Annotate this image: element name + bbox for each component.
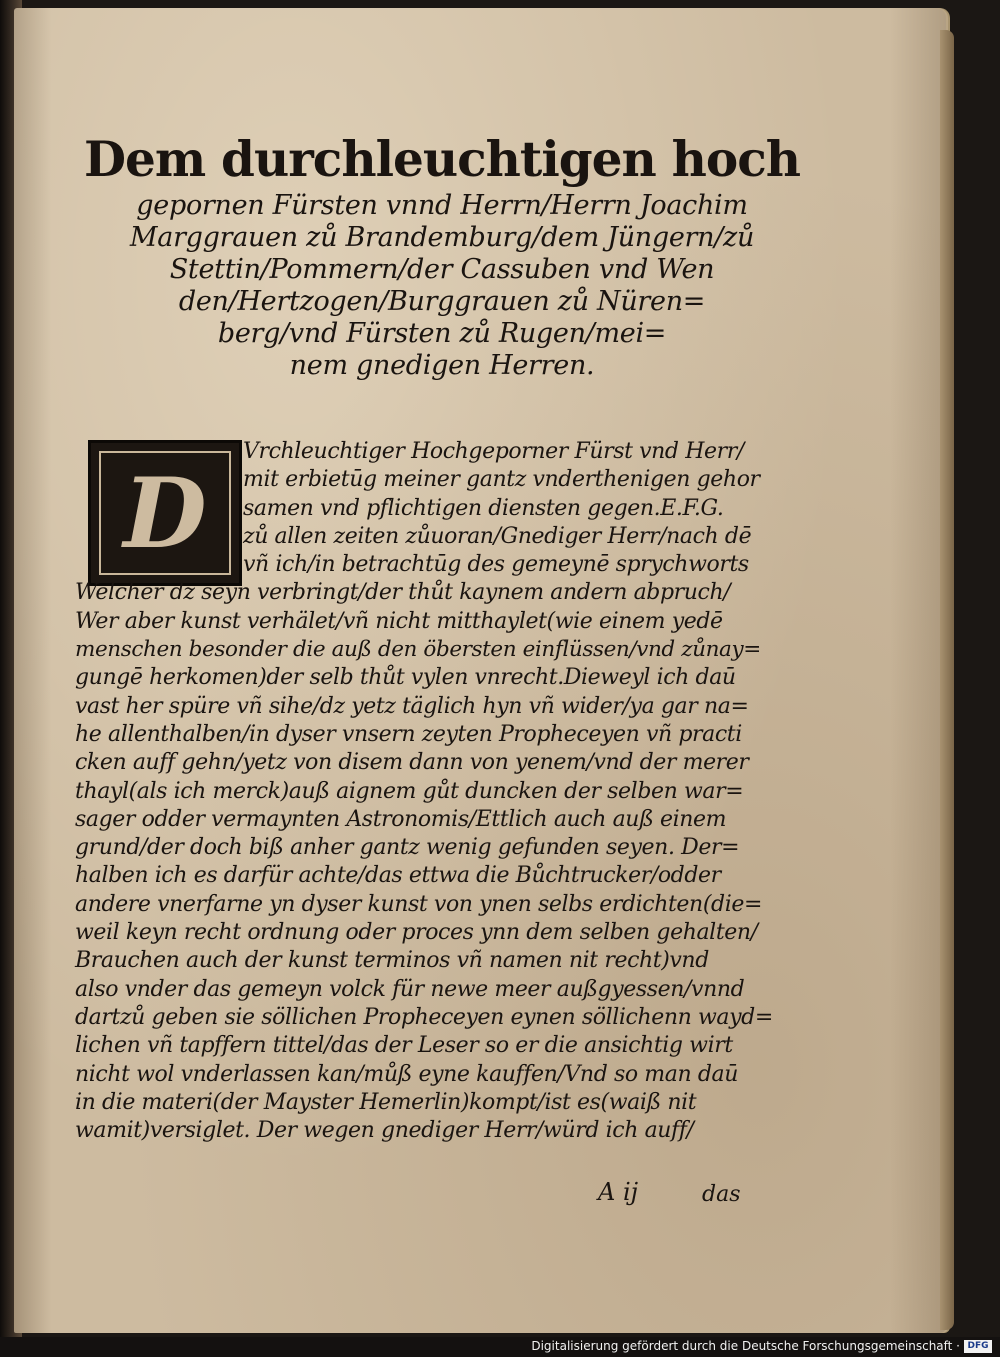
body-line: vñ ich/in betrachtūg des gemeynē sprychworts — [243, 552, 749, 578]
dedication-line: den/Hertzogen/Burggrauen zů Nüren= — [178, 286, 706, 317]
body-line: menschen besonder die auß den öbersten einflüssen/vnd zůnay= — [75, 637, 761, 663]
dedication-line: Marggrauen zů Brandemburg/dem Jüngern/zů — [129, 222, 755, 253]
dedication-line: Stettin/Pommern/der Cassuben vnd Wen — [169, 254, 715, 285]
body-line: lichen vñ tapffern tittel/das der Leser so er die ansichtig wirt — [75, 1033, 733, 1059]
body-line: nicht wol vnderlassen kan/můß eyne kauffen/Vnd so man daū — [75, 1061, 739, 1087]
page-edge — [940, 30, 954, 1330]
dedication-line: Dem durchleuchtigen hoch — [83, 131, 801, 188]
body-line: thayl(als ich merck)auß aignem gůt duncken der selben war= — [75, 778, 744, 804]
body-line: samen vnd pflichtigen diensten gegen.E.F.G. — [243, 495, 724, 521]
dedication-line: nem gnedigen Herren. — [289, 350, 595, 381]
body-line: Welcher dz seyn verbringt/der thůt kaynem andern abpruch/ — [75, 580, 731, 606]
body-line: sager odder vermaynten Astronomis/Ettlich auch auß einem — [75, 806, 727, 832]
body-line: in die materi(der Mayster Hemerlin)kompt/ist es(waiß nit — [75, 1089, 697, 1115]
initial-letter: D — [99, 451, 231, 575]
body-line: gungē herkomen)der selb thůt vylen vnrecht.Dieweyl ich daū — [75, 665, 736, 691]
footer-credit: Digitalisierung gefördert durch die Deutsche Forschungsgemeinschaft · — [531, 1339, 960, 1353]
body-line: also vnder das gemeyn volck für newe meer außgyessen/vnnd — [75, 976, 745, 1002]
body-line: dartzů geben sie söllichen Propheceyen eynen söllichenn wayd= — [75, 1004, 773, 1030]
body-text — [75, 438, 775, 1145]
dedication-heading — [82, 130, 802, 382]
body-line: weil keyn recht ordnung oder proces ynn dem selben gehalten/ — [75, 920, 758, 946]
body-line: halben ich es darfür achte/das ettwa die Bůchtrucker/odder — [75, 863, 721, 889]
footer-bar — [0, 1337, 1000, 1357]
signature-mark: A ij — [598, 1178, 639, 1206]
body-line: zů allen zeiten zůuoran/Gnediger Herr/nach dē — [243, 523, 752, 549]
dedication-line: berg/vnd Fürsten zů Rugen/mei= — [217, 318, 667, 349]
body-line: grund/der doch biß anher gantz wenig gefunden seyen. Der= — [75, 835, 740, 861]
body-line: Wer aber kunst verhälet/vñ nicht mitthaylet(wie einem yedē — [75, 608, 723, 634]
body-line: cken auff gehn/yetz von disem dann von yenem/vnd der merer — [75, 750, 749, 776]
body-line: mit erbietūg meiner gantz vnderthenigen gehor — [243, 467, 760, 493]
dfg-logo: DFG — [964, 1340, 992, 1353]
dedication-line: gepornen Fürsten vnnd Herrn/Herrn Joachim — [136, 190, 748, 221]
catchword: das — [702, 1182, 741, 1207]
body-line: Vrchleuchtiger Hochgeporner Fürst vnd Herr/ — [243, 439, 744, 464]
body-line: he allenthalben/in dyser vnsern zeyten Propheceyen vñ practi — [75, 721, 742, 747]
body-line: andere vnerfarne yn dyser kunst von ynen selbs erdichten(die= — [75, 891, 762, 917]
body-line: Brauchen auch der kunst terminos vñ namen nit recht)vnd — [75, 948, 709, 974]
body-line: vast her spüre vñ sihe/dz yetz täglich hyn vñ wider/ya gar na= — [75, 693, 749, 719]
body-line: wamit)versiglet. Der wegen gnediger Herr/würd ich auff/ — [75, 1118, 694, 1144]
